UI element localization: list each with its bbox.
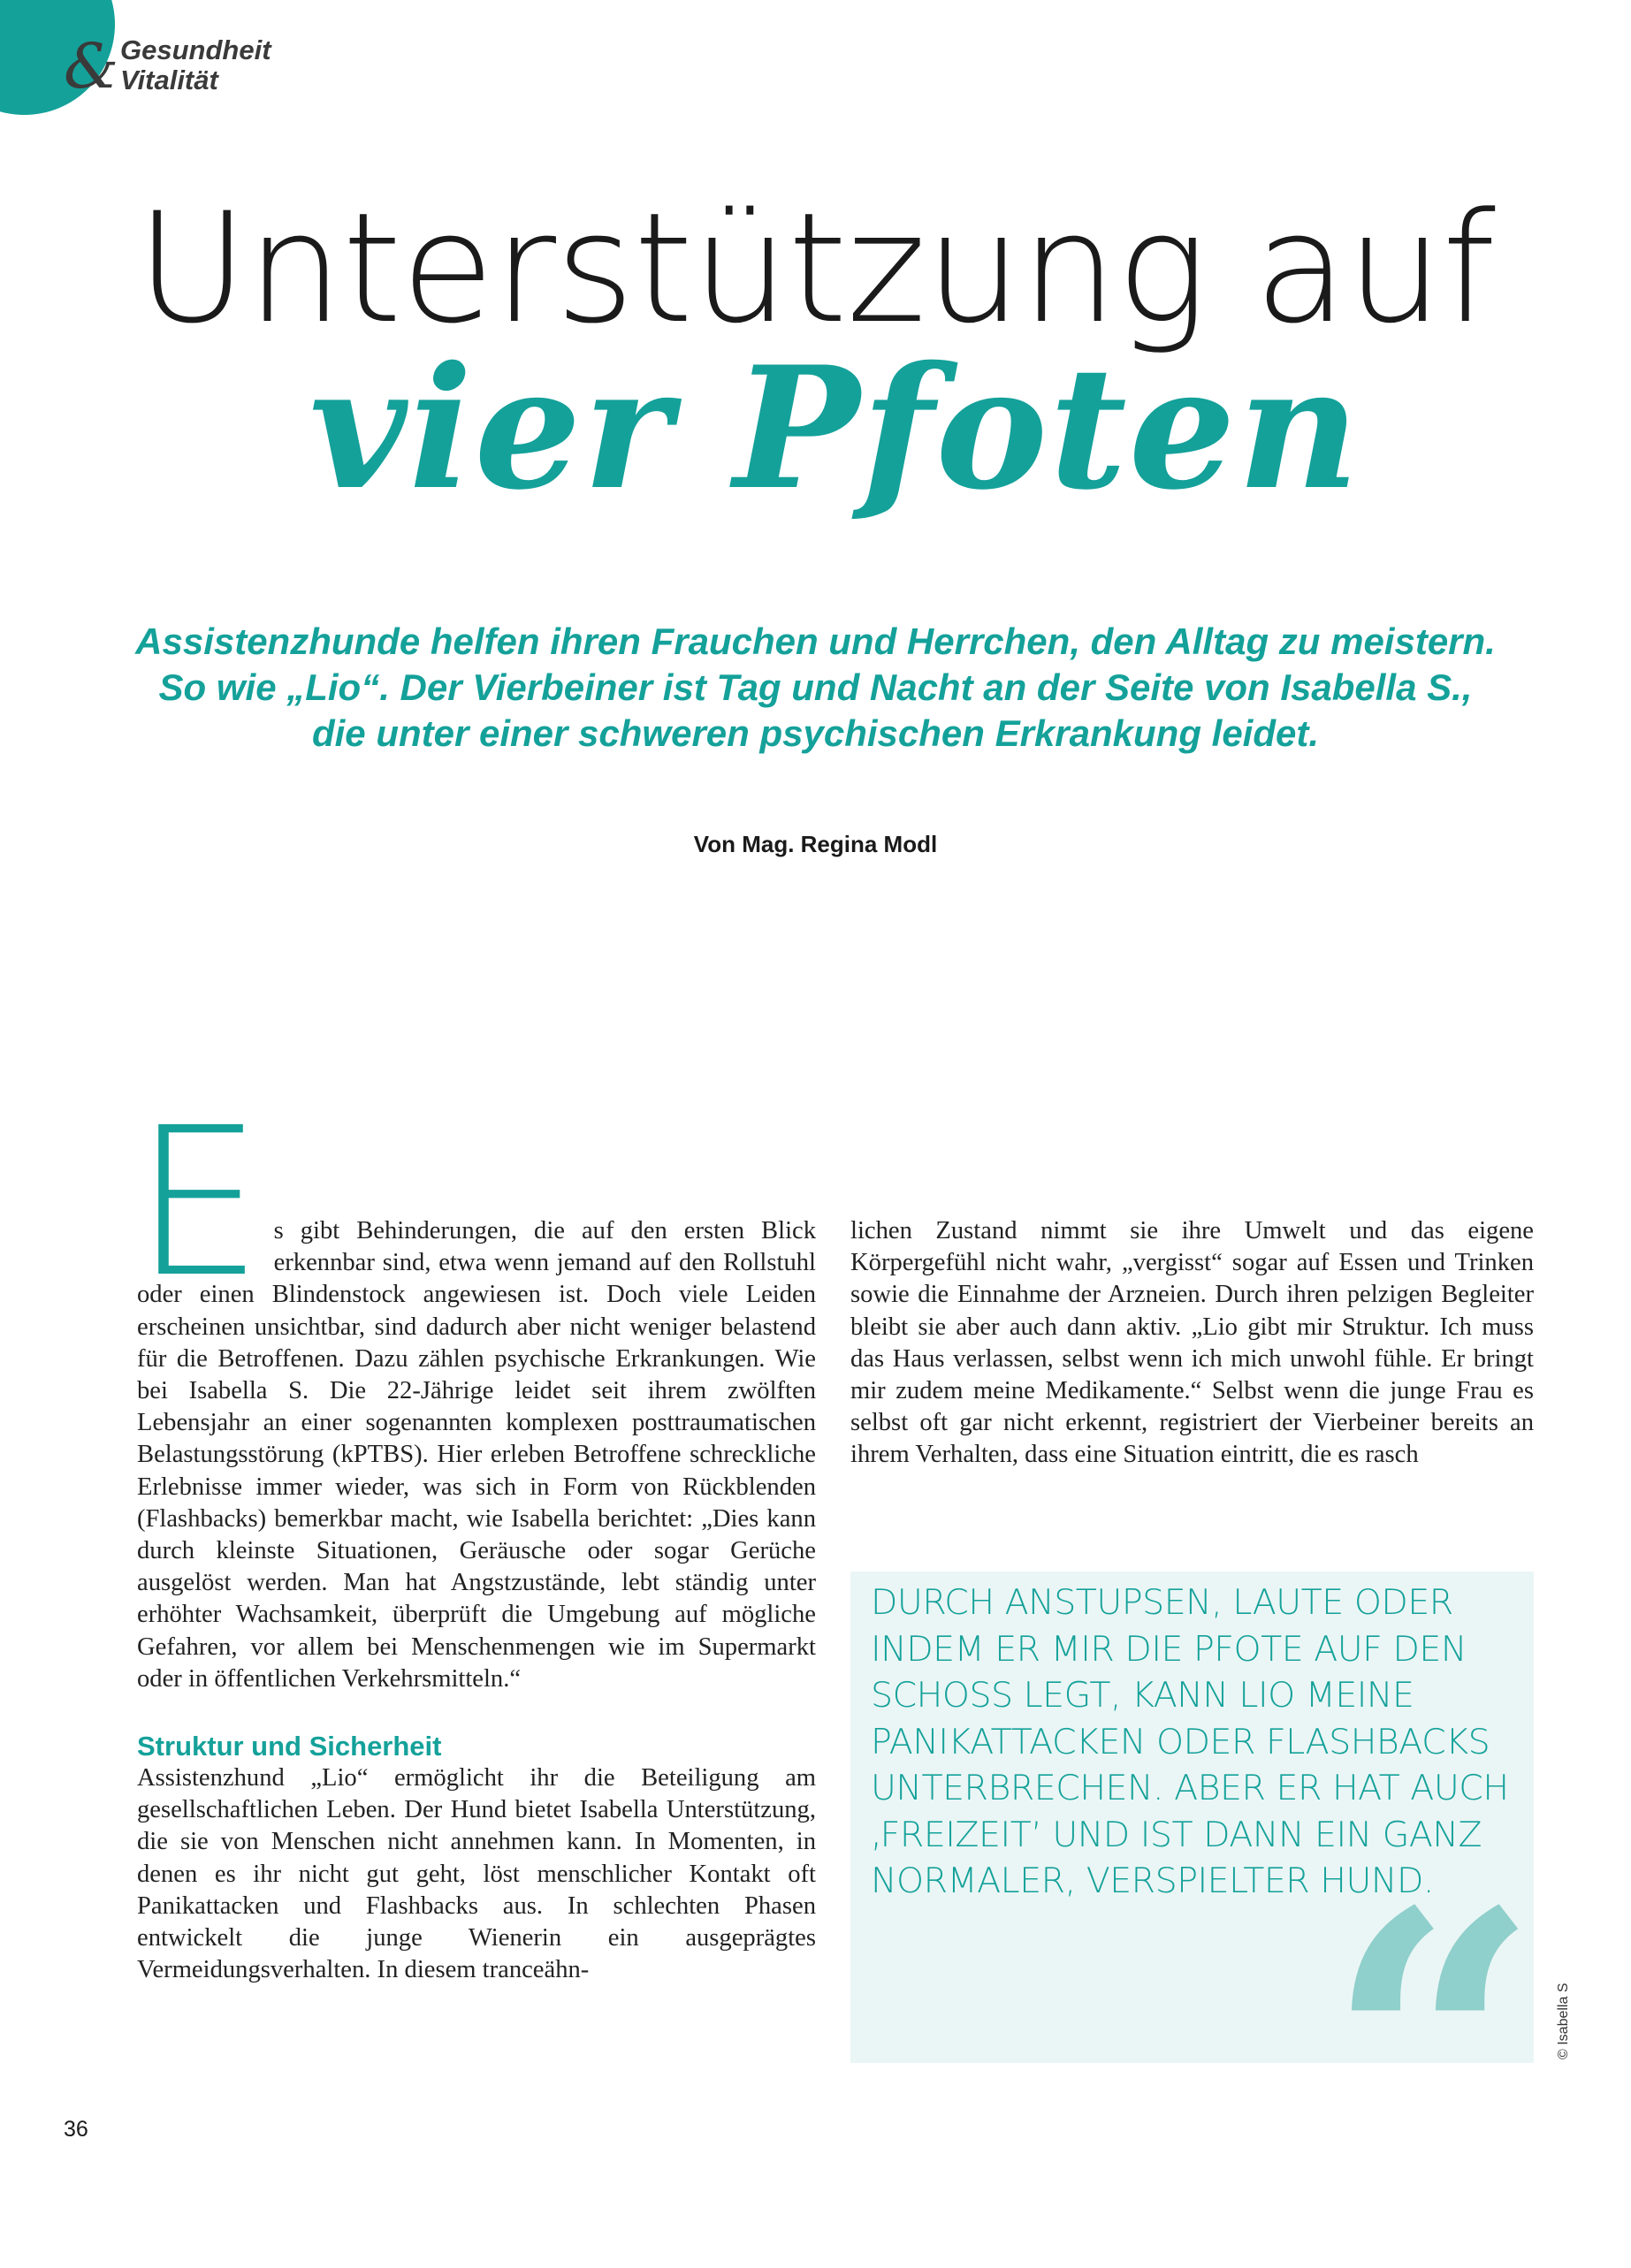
lead-line: Assistenzhunde helfen ihren Frauchen und Herrchen, den Alltag zu meistern.	[135, 620, 1496, 662]
lead-line: die unter einer schweren psychischen Erkrankung leidet.	[311, 712, 1320, 754]
pullquote-line: DURCH ANSTUPSEN, LAUTE ODER	[871, 1582, 1453, 1623]
pullquote-line: SCHOSS LEGT, KANN LIO MEINE	[871, 1675, 1414, 1716]
article-subheading: Struktur und Sicherheit	[137, 1731, 442, 1762]
pullquote-line: NORMALER, VERSPIELTER HUND.	[871, 1861, 1434, 1901]
section-label-line1: Gesundheit	[120, 34, 271, 65]
headline: Unterstützung auf	[136, 179, 1495, 357]
byline: Von Mag. Regina Modl	[693, 831, 938, 857]
quote-mark-icon: “	[1326, 1832, 1540, 2268]
lead-paragraph	[124, 619, 1507, 757]
lead-line: So wie „Lio“. Der Vierbeiner ist Tag und Nacht an der Seite von Isabella S.,	[158, 666, 1473, 708]
article-paragraph-text: s gibt Behinderungen, die auf den ersten Blick erkennbar sind, etwa wenn jemand auf den Rollstuhl oder einen Blindenstock angewiesen ist. Doch viele Leiden erscheinen unsichtbar, sind dadurch aber nicht weniger belastend für die Betroffenen. Dazu zählen psychische Erkrankungen. Wie bei Isabella S. Die 22-Jährige leidet seit ihrem zwölften Lebensjahr an einer sogenannten komplexen posttraumatischen Belastungsstörung (kPTBS). Hier erleben Betroffene schreckliche Erlebnisse immer wieder, was sich in Form von Rückblenden (Flashbacks) bemerkbar macht, wie Isabella berichtet: „Dies kann durch kleinste Situationen, Geräusche oder sogar Gerüche ausgelöst werden. Man hat Angstzustände, lebt ständig unter erhöhter Wachsamkeit, überprüft die Umgebung auf mögliche Gefahren, vor allem bei Menschenmengen wie im Supermarkt oder in öffentlichen Verkehrsmitteln.“	[137, 1217, 816, 1693]
article-column-right	[850, 1215, 1534, 1472]
drop-cap: E	[133, 1084, 263, 1322]
section-label	[120, 35, 271, 95]
article-paragraph: Assistenzhund „Lio“ ermöglicht ihr die Beteiligung am gesellschaftlichen Leben. Der Hund bietet Isabella Unterstützung, die sie von Menschen nicht annehmen kann. In Momenten, in denen es ihr nicht gut geht, löst menschlicher Kontakt oft Panikattacken und Flashbacks aus. In schlechten Phasen entwickelt die junge Wienerin ein ausgeprägtes Vermeidungsverhalten. In diesem tranceähn-	[137, 1764, 816, 1984]
headline-script: vier Pfoten	[309, 330, 1361, 527]
section-ampersand: &	[64, 30, 119, 103]
page-number: 36	[64, 2117, 88, 2142]
pullquote-line: ‚FREIZEIT’ UND IST DANN EIN GANZ	[871, 1814, 1482, 1855]
pullquote-line: INDEM ER MIR DIE PFOTE AUF DEN	[871, 1628, 1467, 1670]
article-column-left	[133, 1084, 816, 1986]
article-paragraph: lichen Zustand nimmt sie ihre Umwelt und das eigene Körpergefühl nicht wahr, „vergisst“ sogar auf Essen und Trinken sowie die Einnahme der Arzneien. Durch ihren pelzigen Begleiter bleibt sie aber auch dann aktiv. „Lio gibt mir Struktur. Ich muss das Haus verlassen, selbst wenn ich mich unwohl fühle. Er bringt mir zudem meine Medikamente.“ Selbst wenn die junge Frau es selbst oft gar nicht erkennt, registriert der Vierbeiner bereits an ihrem Verhalten, dass eine Situation eintritt, die es rasch	[850, 1217, 1534, 1469]
photo-credit: © Isabella S	[1556, 1983, 1571, 2059]
article-paragraph	[133, 1084, 816, 1695]
section-label-line2: Vitalität	[120, 65, 218, 95]
pullquote-line: UNTERBRECHEN. ABER ER HAT AUCH	[871, 1768, 1509, 1808]
pullquote-line: PANIKATTACKEN ODER FLASHBACKS	[871, 1721, 1490, 1762]
